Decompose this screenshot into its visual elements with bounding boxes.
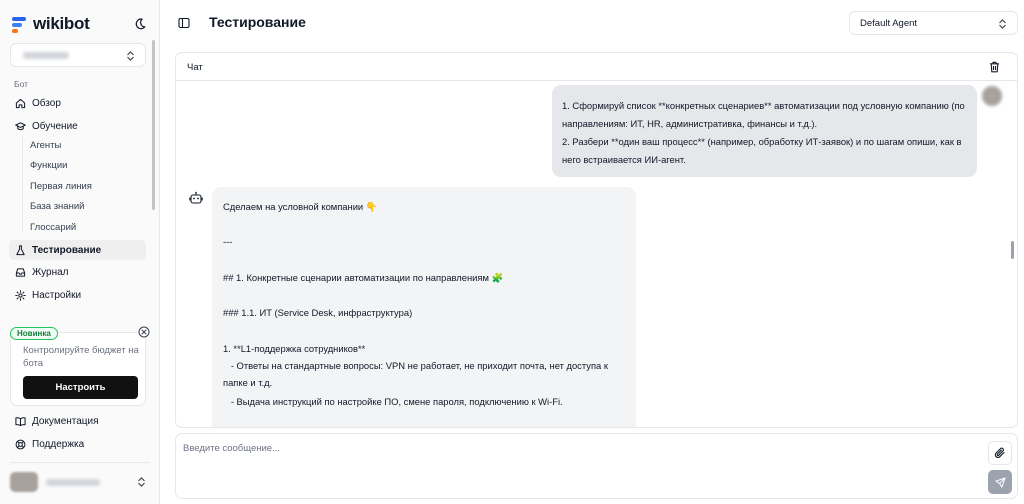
bot-message-line: - Выдача инструкций по настройке ПО, смене пароля, подключению к Wi-Fi. xyxy=(223,396,563,407)
paperclip-icon xyxy=(994,447,1006,459)
chevron-up-down-icon xyxy=(998,18,1007,30)
bot-message-line: ### 1.1. ИТ (Service Desk, инфраструктура) xyxy=(223,307,413,318)
divider xyxy=(10,462,150,463)
chevron-up-down-icon xyxy=(126,50,135,62)
logo[interactable] xyxy=(10,14,89,34)
trash-icon[interactable] xyxy=(989,61,1000,73)
configure-button[interactable]: Настроить xyxy=(23,376,138,399)
bot-message-line: ## 1. Конкретные сценарии автоматизации по направлениям 🧩 xyxy=(223,272,504,283)
book-icon xyxy=(15,416,26,427)
user-message xyxy=(552,85,977,177)
nav-item-label: Журнал xyxy=(32,266,69,278)
sub-nav-line xyxy=(22,137,23,233)
nav-item-label: Обучение xyxy=(32,120,78,132)
moon-icon[interactable] xyxy=(133,17,147,31)
nav-item-settings[interactable] xyxy=(9,285,146,305)
bot-name-redacted xyxy=(23,52,69,59)
chat-scrollbar[interactable] xyxy=(1011,241,1014,259)
send-button[interactable] xyxy=(988,470,1012,494)
message-input[interactable] xyxy=(183,440,973,456)
nav-item-testing[interactable] xyxy=(9,240,146,260)
bot-message-line: - Ответы на стандартные вопросы: VPN не работает, не приходит почта, нет доступа к папке и т.д. xyxy=(223,360,611,388)
attach-button[interactable] xyxy=(988,441,1012,465)
user-menu[interactable] xyxy=(10,470,150,494)
page-title: Тестирование xyxy=(209,14,306,30)
flask-icon xyxy=(15,245,26,256)
promo-text: Контролируйте бюджет на бота xyxy=(23,345,139,369)
nav-item-label: Документация xyxy=(32,415,99,427)
user-message-line: 2. Разбери **один ваш процесс** (например, обработку ИТ-заявок) и по шагам опиши, как в него встраивается ИИ-агент. xyxy=(562,136,962,165)
sub-item-glossary[interactable]: Глоссарий xyxy=(30,222,77,233)
nav-item-journal[interactable] xyxy=(9,262,146,282)
nav-item-overview[interactable] xyxy=(9,93,146,113)
section-label: Бот xyxy=(14,79,29,89)
chat-panel xyxy=(175,52,1018,428)
inbox-icon xyxy=(15,267,26,278)
chat-title: Чат xyxy=(187,62,203,73)
message-composer xyxy=(175,433,1018,499)
gear-icon xyxy=(15,290,26,301)
close-icon[interactable] xyxy=(138,326,150,338)
nav-item-label: Тестирование xyxy=(32,244,102,256)
nav-item-documentation[interactable] xyxy=(9,411,146,431)
user-avatar xyxy=(982,86,1002,106)
bot-icon xyxy=(189,191,203,205)
logo-text: wikibot xyxy=(33,14,90,33)
nav-item-label: Поддержка xyxy=(32,438,85,450)
sidebar xyxy=(0,0,160,504)
logo-mark-icon xyxy=(10,15,28,33)
user-message-line: 1. Сформируй список **конкретных сценариев** автоматизации под условную компанию (по направлениям: ИТ, HR, административка, финансы и т.д.). xyxy=(562,100,965,129)
sidebar-scrollbar[interactable] xyxy=(152,40,155,210)
avatar xyxy=(10,472,38,492)
agent-select-value: Default Agent xyxy=(860,18,918,29)
new-badge: Новинка xyxy=(10,327,58,340)
nav-item-label: Обзор xyxy=(32,97,61,109)
sidebar-toggle-icon[interactable] xyxy=(178,17,190,29)
bot-message-line: Сделаем на условной компании 👇 xyxy=(223,201,378,212)
bot-message-line: --- xyxy=(223,236,233,247)
graduation-cap-icon xyxy=(15,121,26,132)
bot-message xyxy=(212,187,636,428)
sub-item-agents[interactable]: Агенты xyxy=(30,140,62,151)
send-icon xyxy=(995,477,1006,488)
bot-select[interactable] xyxy=(10,43,146,67)
user-email-redacted xyxy=(46,479,100,486)
nav-item-label: Настройки xyxy=(32,289,82,301)
agent-select[interactable] xyxy=(849,11,1018,35)
chat-header xyxy=(176,53,1017,81)
chevron-up-down-icon xyxy=(137,476,146,488)
nav-item-support[interactable] xyxy=(9,434,146,454)
home-icon xyxy=(15,98,26,109)
bot-message-line: 1. **L1-поддержка сотрудников** xyxy=(223,343,366,354)
nav-item-training[interactable] xyxy=(9,116,146,136)
sub-item-functions[interactable]: Функции xyxy=(30,160,68,171)
sub-item-first-line[interactable]: Первая линия xyxy=(30,181,92,192)
lifebuoy-icon xyxy=(15,439,26,450)
sub-item-knowledge-base[interactable]: База знаний xyxy=(30,201,85,212)
